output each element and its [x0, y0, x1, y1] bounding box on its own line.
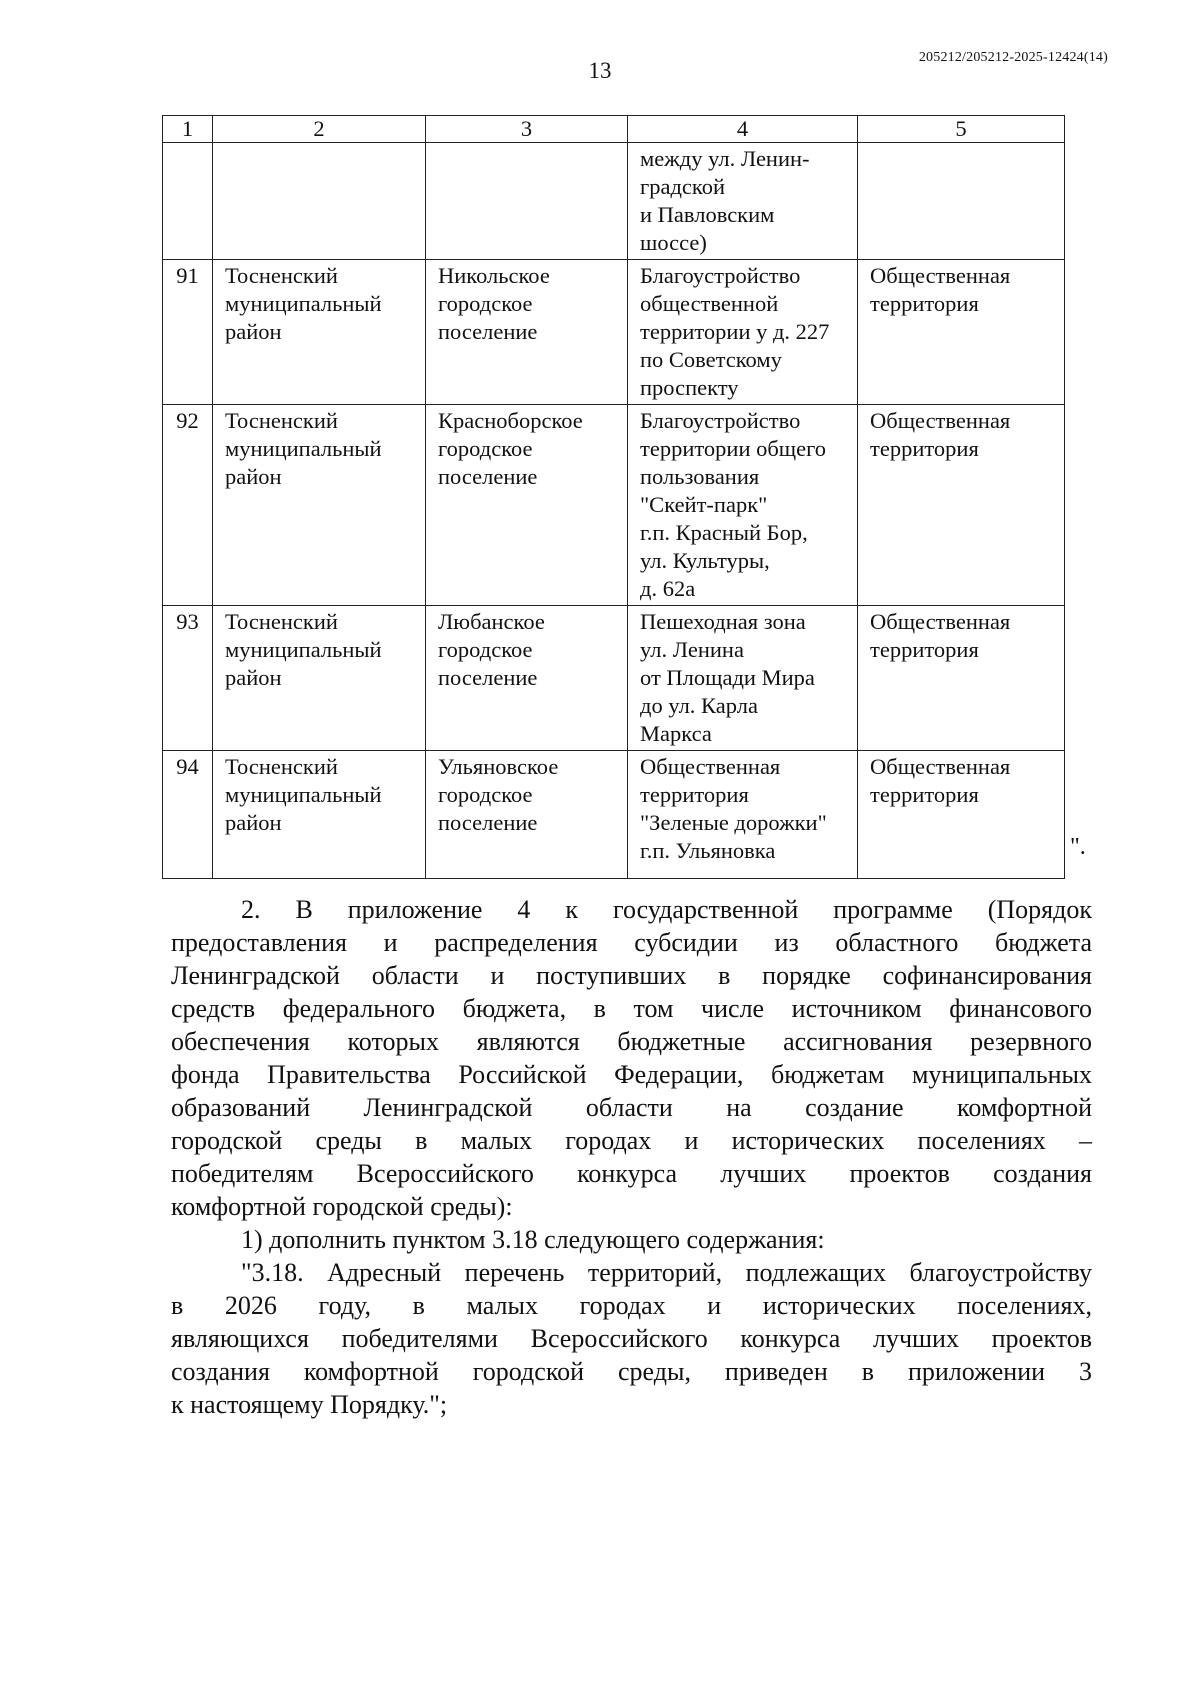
quote-line: "3.18. Адресный перечень территорий, подлежащих благоустройству	[241, 1258, 1092, 1287]
district-line: муниципальный	[225, 436, 382, 461]
paragraph-line: обеспечения которых являются бюджетные ассигнования резервного	[171, 1027, 1092, 1056]
type-line: территория	[870, 291, 979, 316]
table-row	[163, 606, 1065, 751]
cell-district	[213, 260, 426, 405]
table-row	[163, 751, 1065, 879]
settlement-line: городское	[438, 782, 533, 807]
project-line: д. 62а	[640, 576, 696, 601]
project-line: Пешеходная зона	[640, 609, 806, 634]
settlement-line: городское	[438, 291, 533, 316]
cell-district	[213, 405, 426, 606]
settlement-line: поселение	[438, 810, 538, 835]
type-line: Общественная	[870, 609, 1011, 634]
project-line: и Павловским	[640, 202, 775, 227]
paragraph-line: фонда Правительства Российской Федерации, бюджетам муниципальных	[171, 1060, 1092, 1089]
district-line: Тосненский	[225, 754, 338, 779]
cell-type	[858, 260, 1065, 405]
document-code: 205212/205212-2025-12424(14)	[918, 50, 1108, 65]
table-header-row	[163, 116, 1065, 143]
type-line: Общественная	[870, 263, 1011, 288]
district-line: район	[225, 464, 282, 489]
cell-type	[858, 143, 1065, 260]
paragraph-line: городской среды в малых городах и исторических поселениях –	[171, 1126, 1092, 1155]
quote-line: в 2026 году, в малых городах и исторических поселениях,	[171, 1291, 1092, 1320]
cell-settlement	[426, 751, 628, 879]
cell-settlement	[426, 606, 628, 751]
settlement-line: Красноборское	[438, 408, 583, 433]
cell-project	[628, 405, 858, 606]
quote-3-18	[171, 1256, 1092, 1421]
project-line: шоссе)	[640, 230, 707, 255]
cell-project	[628, 260, 858, 405]
project-line: проспекту	[640, 375, 739, 400]
cell-project	[628, 751, 858, 879]
project-line: ул. Ленина	[640, 637, 744, 662]
district-line: район	[225, 319, 282, 344]
project-line: г.п. Ульяновка	[640, 838, 776, 863]
project-line: градской	[640, 174, 725, 199]
project-line: от Площади Мира	[640, 665, 815, 690]
column-header: 1	[163, 116, 213, 143]
district-line: район	[225, 665, 282, 690]
district-line: Тосненский	[225, 263, 338, 288]
cell-district	[213, 143, 426, 260]
closing-quote: ".	[1070, 834, 1086, 860]
paragraph-line: комфортной городской среды):	[171, 1192, 513, 1221]
row-number: 91	[163, 260, 213, 405]
table-row	[163, 260, 1065, 405]
settlement-line: поселение	[438, 464, 538, 489]
cell-project	[628, 143, 858, 260]
project-line: "Скейт-парк"	[640, 492, 768, 517]
district-line: муниципальный	[225, 291, 382, 316]
settlement-line: поселение	[438, 665, 538, 690]
project-line: по Советскому	[640, 347, 782, 372]
district-line: муниципальный	[225, 782, 382, 807]
district-line: муниципальный	[225, 637, 382, 662]
settlement-line: Любанское	[438, 609, 545, 634]
paragraph-line: предоставления и распределения субсидии из областного бюджета	[171, 928, 1092, 957]
project-line: до ул. Карла	[640, 693, 758, 718]
cell-project	[628, 606, 858, 751]
settlement-line: поселение	[438, 319, 538, 344]
quote-line: создания комфортной городской среды, приведен в приложении 3	[171, 1357, 1092, 1386]
project-line: "Зеленые дорожки"	[640, 810, 827, 835]
project-line: между ул. Ленин-	[640, 146, 810, 171]
type-line: территория	[870, 782, 979, 807]
type-line: территория	[870, 637, 979, 662]
project-line: Благоустройство	[640, 408, 801, 433]
table-row	[163, 143, 1065, 260]
row-number	[163, 143, 213, 260]
cell-type	[858, 751, 1065, 879]
quote-line: являющихся победителями Всероссийского конкурса лучших проектов	[171, 1324, 1092, 1353]
project-line: Благоустройство	[640, 263, 801, 288]
row-number: 93	[163, 606, 213, 751]
settlement-line: Ульяновское	[438, 754, 559, 779]
paragraph-line: победителям Всероссийского конкурса лучших проектов создания	[171, 1159, 1092, 1188]
district-line: район	[225, 810, 282, 835]
cell-district	[213, 606, 426, 751]
settlement-line: Никольское	[438, 263, 550, 288]
table-row	[163, 405, 1065, 606]
district-line: Тосненский	[225, 408, 338, 433]
project-line: общественной	[640, 291, 779, 316]
district-line: Тосненский	[225, 609, 338, 634]
project-line: пользования	[640, 464, 760, 489]
cell-district	[213, 751, 426, 879]
project-line: ул. Культуры,	[640, 548, 770, 573]
row-number: 92	[163, 405, 213, 606]
project-line: Общественная	[640, 754, 781, 779]
cell-settlement	[426, 143, 628, 260]
settlement-line: городское	[438, 637, 533, 662]
column-header: 3	[426, 116, 628, 143]
quote-line: к настоящему Порядку.";	[171, 1390, 448, 1419]
paragraph-line: Ленинградской области и поступивших в порядке софинансирования	[171, 961, 1092, 990]
type-line: Общественная	[870, 754, 1011, 779]
project-line: г.п. Красный Бор,	[640, 520, 808, 545]
column-header: 5	[858, 116, 1065, 143]
type-line: территория	[870, 436, 979, 461]
project-line: территория	[640, 782, 749, 807]
project-line: территории у д. 227	[640, 319, 830, 344]
project-line: территории общего	[640, 436, 827, 461]
row-number: 94	[163, 751, 213, 879]
paragraph-line: средств федерального бюджета, в том числе источником финансового	[171, 994, 1092, 1023]
item-1-text: 1) дополнить пунктом 3.18 следующего содержания:	[241, 1225, 825, 1254]
cell-type	[858, 606, 1065, 751]
column-header: 4	[628, 116, 858, 143]
paragraph-line: 2. В приложение 4 к государственной программе (Порядок	[241, 895, 1092, 924]
paragraph-2	[171, 893, 1092, 1223]
project-line: Маркса	[640, 721, 712, 746]
cell-settlement	[426, 405, 628, 606]
territory-table	[162, 115, 1065, 879]
type-line: Общественная	[870, 408, 1011, 433]
paragraph-line: образований Ленинградской области на создание комфортной	[171, 1093, 1092, 1122]
cell-settlement	[426, 260, 628, 405]
page-number: 13	[588, 58, 612, 83]
settlement-line: городское	[438, 436, 533, 461]
column-header: 2	[213, 116, 426, 143]
item-1	[171, 1223, 1092, 1256]
cell-type	[858, 405, 1065, 606]
